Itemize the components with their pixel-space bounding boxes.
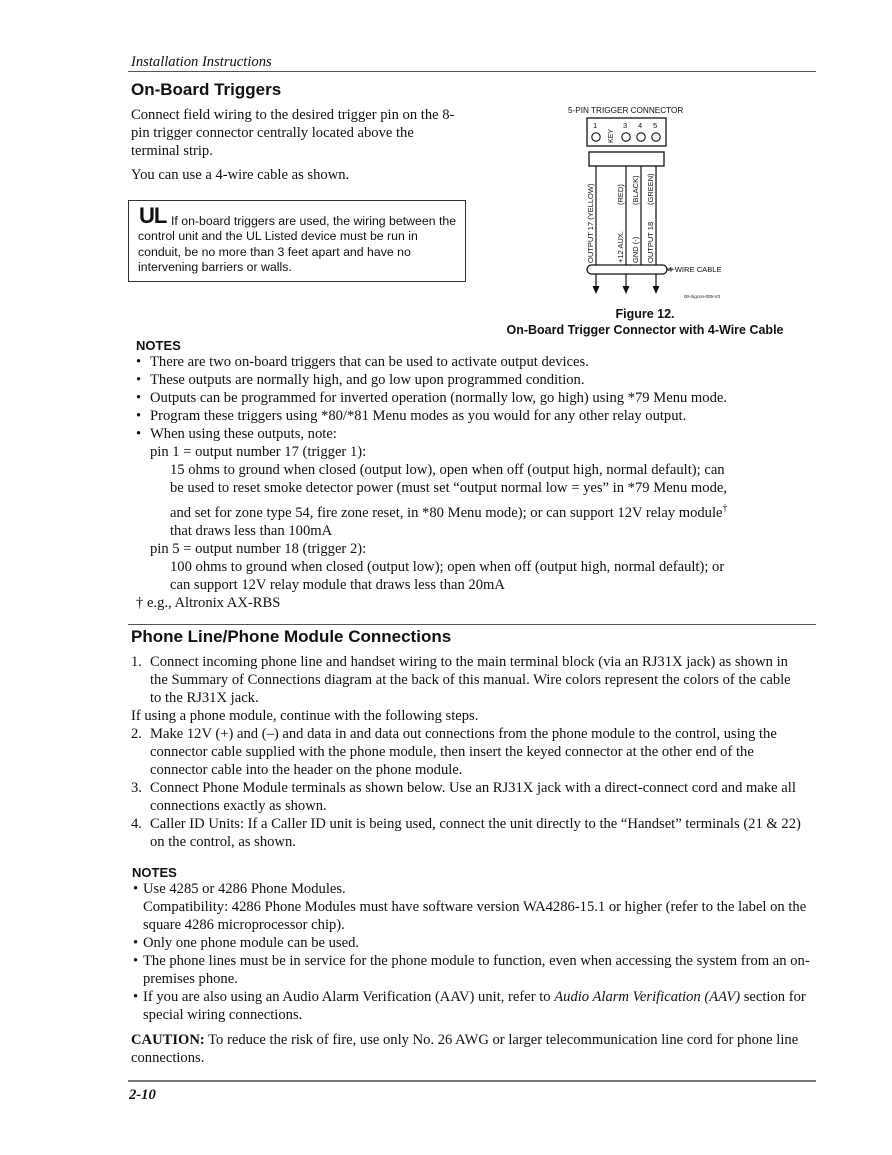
step-interstitial: If using a phone module, continue with the following steps. — [131, 708, 479, 724]
pin1-title: pin 1 = output number 17 (trigger 1): — [150, 444, 367, 460]
drawing-id: 00-trigcon-005-V3 — [684, 294, 721, 299]
pin-label-1: 1 — [593, 121, 598, 130]
notes-title-1: NOTES — [136, 338, 181, 353]
notes-title-2: NOTES — [132, 865, 177, 880]
section-heading-phone: Phone Line/Phone Module Connections — [131, 627, 452, 646]
note-item: • Program these triggers using *80/*81 Menu modes as you would for any other relay output. — [132, 407, 822, 425]
arrow-right — [653, 286, 660, 294]
running-header: Installation Instructions — [131, 54, 272, 70]
figure-number: Figure 12. — [615, 307, 675, 321]
header-rule — [128, 71, 816, 72]
trigger-para-1: Connect field wiring to the desired trigger pin on the 8-pin trigger connector centrally located above the terminal strip. — [131, 107, 455, 159]
pin5-line: can support 12V relay module that draws less than 20mA — [170, 576, 505, 593]
pin-5 — [652, 133, 660, 141]
section-heading-triggers: On-Board Triggers — [131, 80, 282, 99]
step-item: 4. Caller ID Units: If a Caller ID unit is being used, connect the unit directly to the “Handset” terminals (21 & 22) on the control, as shown. — [131, 816, 801, 850]
arrow-left — [593, 286, 600, 294]
page-number: 2-10 — [129, 1087, 156, 1103]
caution-text: CAUTION: To reduce the risk of fire, use only No. 26 AWG or larger telecommunication line cord for phone line connections. — [131, 1032, 799, 1066]
cable-jacket — [587, 265, 667, 274]
steps-list-b — [131, 725, 801, 851]
footer-rule — [128, 1080, 816, 1082]
trigger-connector-diagram — [560, 100, 760, 305]
note-item: • Use 4285 or 4286 Phone Modules. Compatibility: 4286 Phone Modules must have software version WA4286-15.1 or higher (refer to the label on the square 4286 microprocessor chip). — [129, 880, 824, 934]
plug-body — [589, 152, 664, 166]
pin1-line: 15 ohms to ground when closed (output low), open when off (output high, normal default); can — [170, 462, 725, 478]
step-item: 2. Make 12V (+) and (–) and data in and data out connections from the phone module to the control, using the connector cable supplied with the phone module, then insert the keyed connector at the other end of the connector cable into the header on the phone module. — [131, 726, 777, 778]
pin-1 — [592, 133, 600, 141]
phone-steps-block — [131, 653, 801, 851]
note-item: • These outputs are normally high, and go low upon programmed condition. — [132, 371, 822, 389]
pin-label-3: 3 — [623, 121, 628, 130]
pin5-line: 100 ohms to ground when closed (output low); open when off (output high, normal default); or — [170, 558, 725, 575]
connector-label: 5-PIN TRIGGER CONNECTOR — [568, 106, 684, 115]
footnote: † e.g., Altronix AX-RBS — [136, 594, 281, 611]
note-item: • Only one phone module can be used. — [129, 934, 824, 952]
pin-3 — [622, 133, 630, 141]
ul-logo: UL — [139, 203, 167, 228]
notes-list-2 — [129, 880, 824, 1024]
note-item: • The phone lines must be in service for the phone module to function, even when accessing the system from an on-premises phone. — [129, 952, 824, 988]
note-item: • Outputs can be programmed for inverted operation (normally low, go high) using *79 Menu mode. — [132, 389, 822, 407]
dagger-mark: † — [722, 503, 728, 514]
step-item: 1. Connect incoming phone line and handset wiring to the main terminal block (via an RJ31X jack) as shown in the Summary of Connections diagram at the back of this manual. Wire colors represent the colors of the cable to the RJ31X jack. — [131, 654, 791, 706]
wire-label-output18: OUTPUT 18 — [646, 221, 655, 263]
wire-label-gnd: GND (-) — [631, 236, 640, 263]
pin-label-5: 5 — [653, 121, 658, 130]
note-item: • When using these outputs, note: — [132, 425, 822, 443]
notes-block-1 — [132, 353, 822, 612]
wire-label-green: (GREEN) — [646, 173, 655, 205]
arrow-middle — [623, 286, 630, 294]
pin1-line: that draws less than 100mA — [170, 522, 333, 539]
pin5-title: pin 5 = output number 18 (trigger 2): — [150, 540, 367, 557]
cable-label: 4-WIRE CABLE — [668, 265, 722, 274]
pin1-line: be used to reset smoke detector power (must set “output normal low = yes” in *79 Menu mode, — [170, 480, 727, 496]
wire-label-12aux: +12 AUX. — [616, 231, 625, 263]
pin1-line-3: and set for zone type 54, fire zone reset, in *80 Menu mode); or can support 12V relay module† — [170, 503, 728, 521]
trigger-para-2: You can use a 4-wire cable as shown. — [131, 167, 350, 183]
notes-block-2 — [129, 880, 824, 1024]
wire-label-output17: OUTPUT 17 (YELLOW) — [586, 183, 595, 263]
figure-title: On-Board Trigger Connector with 4-Wire Cable — [506, 323, 784, 337]
wire-label-red: (RED) — [616, 184, 625, 205]
ul-note-text: If on-board triggers are used, the wiring between the control unit and the UL Listed device must be run in conduit, be no more than 3 feet apart and have no intervening barriers or walls. — [138, 214, 457, 275]
ul-note-box — [128, 200, 466, 282]
step-item: 3. Connect Phone Module terminals as shown below. Use an RJ31X jack with a direct-connect cord and make all connections exactly as shown. — [131, 780, 796, 814]
steps-list-a — [131, 653, 801, 707]
pin-4 — [637, 133, 645, 141]
caution-label: CAUTION: — [131, 1032, 205, 1048]
figure-caption — [480, 306, 810, 338]
note-item: • There are two on-board triggers that can be used to activate output devices. — [132, 353, 822, 371]
wire-label-black: (BLACK) — [631, 175, 640, 205]
note-item: • If you are also using an Audio Alarm Verification (AAV) unit, refer to Audio Alarm Verification (AAV) section for special wiring connections. — [129, 988, 824, 1024]
notes-list-1 — [132, 353, 822, 443]
pin-label-key: KEY — [608, 128, 615, 143]
pin-label-4: 4 — [638, 121, 643, 130]
section-rule — [128, 624, 816, 625]
